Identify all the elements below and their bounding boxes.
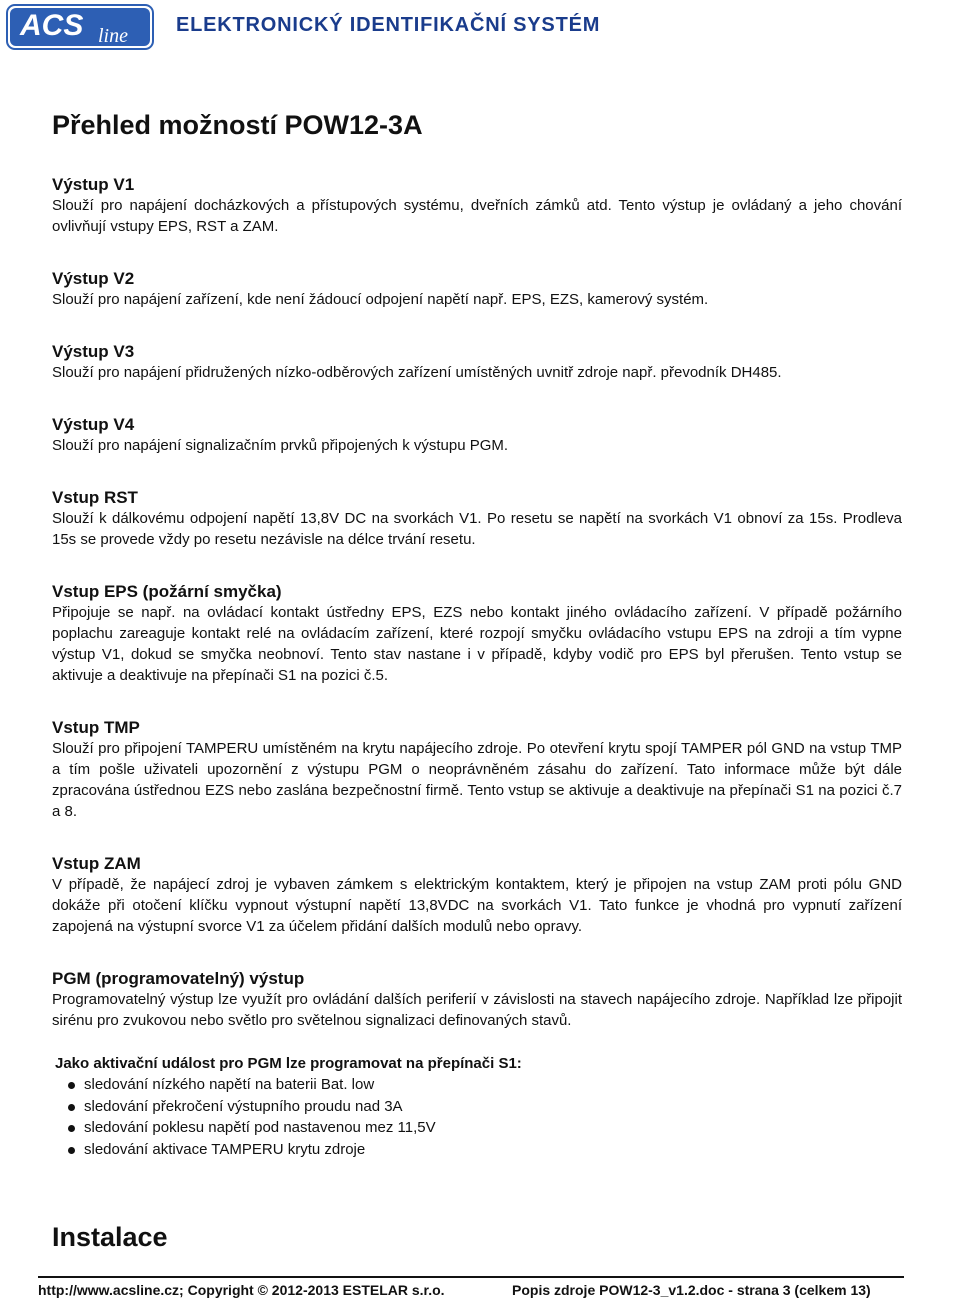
- main-content: [52, 108, 902, 1160]
- logo-wordmark: ACS: [20, 9, 84, 42]
- section-body: Slouží pro připojení TAMPERU umístěném na krytu napájecího zdroje. Po otevření krytu spojí TAMPER pól GND na vstup TMP a tím pošle uživateli upozornění z výstupu PGM o neoprávněném zásahu do zařízení. Tato informace může být dále zpracována ústřednou EZS nebo zaslána bezpečnostní firmě. Tento vstup se aktivuje a deaktivuje na přepínači S1 na pozici č.7 a 8.: [52, 740, 902, 820]
- section-title: Výstup V2: [52, 269, 135, 288]
- section-body: Programovatelný výstup lze využít pro ovládání dalších periferií v závislosti na stavech napájecího zdroje. Například lze připojit sirénu pro zvukovou nebo světlo pro světelnou signalizaci definovaných stavů.: [52, 991, 902, 1029]
- section-title: Vstup ZAM: [52, 854, 141, 873]
- section-vystup-v3: [52, 341, 902, 383]
- section-title: Vstup TMP: [52, 718, 140, 737]
- section-vstup-eps: [52, 581, 902, 686]
- section-body: Slouží pro napájení signalizačním prvků připojených k výstupu PGM.: [52, 437, 509, 454]
- list-item-text: sledování překročení výstupního proudu nad 3A: [84, 1097, 403, 1115]
- list-item: [52, 1139, 902, 1161]
- section-title: Vstup RST: [52, 488, 138, 507]
- acs-line-logo: [6, 4, 154, 50]
- list-title: Jako aktivační událost pro PGM lze programovat na přepínači S1:: [55, 1055, 522, 1072]
- pgm-events-list: [52, 1053, 902, 1160]
- page-title: Přehled možností POW12-3A: [52, 110, 423, 140]
- install-heading: Instalace: [52, 1222, 168, 1252]
- footer-copyright: http://www.acsline.cz; Copyright © 2012-2013 ESTELAR s.r.o.: [38, 1282, 445, 1298]
- section-title: Výstup V4: [52, 415, 135, 434]
- section-vstup-zam: [52, 853, 902, 937]
- section-body: Slouží pro napájení docházkových a přístupových systému, dveřních zámků atd. Tento výstup je ovládaný a jeho chování ovlivňují vstupy EPS, RST a ZAM.: [52, 197, 902, 235]
- bullet-icon: [68, 1082, 75, 1089]
- section-vystup-v4: [52, 414, 902, 456]
- footer-divider: [38, 1276, 904, 1278]
- section-body: Slouží k dálkovému odpojení napětí 13,8V DC na svorkách V1. Po resetu se napětí na svorkách V1 obnoví za 15s. Prodleva 15s se provede vždy po resetu nezávisle na délce trvání resetu.: [52, 510, 902, 548]
- section-body: Slouží pro napájení přidružených nízko-odběrových zařízení umístěných uvnitř zdroje např. převodník DH485.: [52, 364, 782, 381]
- list-item: [52, 1096, 902, 1118]
- section-body: Slouží pro napájení zařízení, kde není žádoucí odpojení napětí např. EPS, EZS, kamerový systém.: [52, 291, 709, 308]
- section-vystup-v1: [52, 174, 902, 237]
- bullet-icon: [68, 1147, 75, 1154]
- header-title: ELEKTRONICKÝ IDENTIFIKAČNÍ SYSTÉM: [176, 14, 601, 36]
- list-item: [52, 1074, 902, 1096]
- section-title: PGM (programovatelný) výstup: [52, 969, 305, 988]
- bullet-icon: [68, 1104, 75, 1111]
- list-item: [52, 1117, 902, 1139]
- section-vstup-rst: [52, 487, 902, 550]
- section-vstup-tmp: [52, 717, 902, 822]
- section-body: Připojuje se např. na ovládací kontakt ústředny EPS, EZS nebo kontakt jiného ovládacího zařízení. V případě požárního poplachu zareaguje kontakt relé na ovládacím zařízení, které rozpojí smyčku ovládacího vstupu EPS na zdroji a tím vypne výstup V1, dokud se smyčka neobnoví. Tento stav nastane i v případě, kdyby vodič pro EPS byl přerušen. Tento vstup se aktivuje a deaktivuje na přepínači S1 na pozici č.5.: [52, 604, 902, 684]
- list-item-text: sledování aktivace TAMPERU krytu zdroje: [84, 1140, 366, 1158]
- bullet-icon: [68, 1125, 75, 1132]
- list-item-text: sledování poklesu napětí pod nastavenou mez 11,5V: [84, 1119, 436, 1136]
- section-title: Vstup EPS (požární smyčka): [52, 582, 282, 601]
- section-pgm-vystup: [52, 968, 902, 1031]
- list-item-text: sledování nízkého napětí na baterii Bat. low: [84, 1076, 375, 1093]
- section-body: V případě, že napájecí zdroj je vybaven zámkem s elektrickým kontaktem, který je připojen na vstup ZAM proti pólu GND dokáže při otočení klíčku vypnout výstupní napětí 13,8VDC na svorkách V1. Tato funkce je vhodná pro vypnutí zařízení zapojená na výstupní svorce V1 za účelem přidání dalších modulů nebo opravy.: [52, 876, 902, 935]
- footer-page-info: Popis zdroje POW12-3_v1.2.doc - strana 3 (celkem 13): [512, 1282, 871, 1298]
- page-header: [0, 0, 960, 52]
- section-title: Výstup V1: [52, 175, 135, 194]
- section-title: Výstup V3: [52, 342, 135, 361]
- section-vystup-v2: [52, 268, 902, 310]
- logo-script: line: [98, 25, 128, 47]
- bullet-list: [52, 1074, 902, 1160]
